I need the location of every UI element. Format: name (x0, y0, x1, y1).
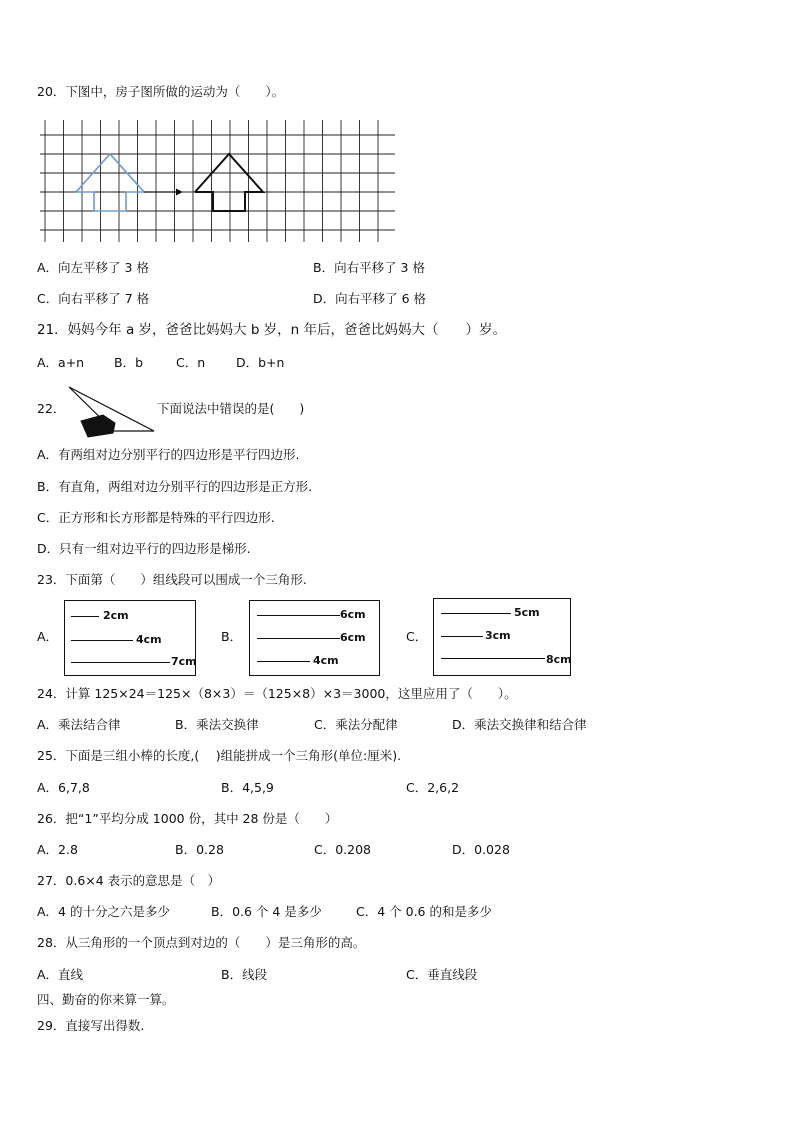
q23-option-c-box[interactable] (433, 598, 571, 676)
q27-option-a[interactable]: A．4 的十分之六是多少 (37, 904, 170, 919)
q23-option-b-box[interactable] (249, 600, 380, 676)
q28-option-c[interactable]: C．垂直线段 (406, 967, 478, 982)
q21-option-d[interactable]: D．b+n (236, 355, 285, 370)
q23-option-c-letter[interactable]: C． (406, 629, 428, 644)
segment (71, 640, 133, 641)
q21-option-a[interactable]: A．a+n (37, 355, 85, 370)
segment-label: 4cm (136, 633, 162, 646)
q24-option-b[interactable]: B．乘法交换律 (175, 717, 259, 732)
q26-option-b[interactable]: B．0.28 (175, 842, 224, 857)
segment (441, 613, 511, 614)
q29-stem: 29．直接写出得数. (37, 1018, 145, 1033)
q26-stem: 26．把“1”平均分成 1000 份，其中 28 份是（ ） (37, 811, 338, 826)
q20-option-b[interactable]: B．向右平移了 3 格 (313, 260, 425, 275)
q22-stem: 下面说法中错误的是( ) (157, 401, 305, 416)
segment-label: 5cm (514, 606, 540, 619)
torn-piece-shape (81, 415, 115, 437)
segment-label: 7cm (171, 655, 197, 668)
q22-option-c[interactable]: C．正方形和长方形都是特殊的平行四边形. (37, 510, 275, 525)
segment (257, 615, 340, 616)
segment-label: 3cm (485, 629, 511, 642)
q20-option-c[interactable]: C．向右平移了 7 格 (37, 291, 150, 306)
q26-option-a[interactable]: A．2.8 (37, 842, 78, 857)
q22-number: 22． (37, 401, 66, 416)
q22-option-a[interactable]: A．有两组对边分别平行的四边形是平行四边形. (37, 447, 300, 462)
q22-option-b[interactable]: B．有直角，两组对边分别平行的四边形是正方形. (37, 479, 313, 494)
q21-stem: 21．妈妈今年 a 岁，爸爸比妈妈大 b 岁，n 年后，爸爸比妈妈大（ ）岁。 (37, 322, 507, 338)
segment (71, 662, 170, 663)
q21-option-b[interactable]: B．b (114, 355, 144, 370)
q25-option-c[interactable]: C．2,6,2 (406, 780, 460, 795)
q23-option-b-letter[interactable]: B． (221, 629, 243, 644)
segment-label: 6cm (340, 631, 366, 644)
q26-option-c[interactable]: C．0.208 (314, 842, 372, 857)
q24-option-d[interactable]: D．乘法交换律和结合律 (452, 717, 587, 732)
segment (257, 638, 340, 639)
q20-option-a[interactable]: A．向左平移了 3 格 (37, 260, 149, 275)
section-4-heading: 四、勤奋的你来算一算。 (37, 992, 175, 1007)
segment (441, 636, 483, 637)
segment (441, 658, 545, 659)
q20-option-d[interactable]: D．向右平移了 6 格 (313, 291, 427, 306)
q27-option-c[interactable]: C．4 个 0.6 的和是多少 (356, 904, 492, 919)
move-arrow-head-icon (176, 189, 183, 196)
q24-stem: 24．计算 125×24＝125×（8×3）＝（125×8）×3＝3000，这里应用了（ ）。 (37, 686, 517, 701)
q23-option-a-box[interactable] (64, 600, 196, 676)
q28-stem: 28．从三角形的一个顶点到对边的（ ）是三角形的高。 (37, 935, 366, 950)
grid-lines (40, 120, 395, 242)
q21-option-c[interactable]: C．n (176, 355, 206, 370)
segment-label: 6cm (340, 608, 366, 621)
segment-label: 8cm (546, 653, 572, 666)
q28-option-a[interactable]: A．直线 (37, 967, 84, 982)
q22-triangle-figure (62, 385, 157, 440)
moved-house-shape (195, 154, 263, 211)
q23-option-a-letter[interactable]: A． (37, 629, 59, 644)
segment (257, 661, 310, 662)
q25-option-b[interactable]: B．4,5,9 (221, 780, 274, 795)
segment-label: 4cm (313, 654, 339, 667)
q26-option-d[interactable]: D．0.028 (452, 842, 510, 857)
q23-stem: 23．下面第（ ）组线段可以围成一个三角形. (37, 572, 307, 587)
q24-option-c[interactable]: C．乘法分配律 (314, 717, 398, 732)
segment (71, 616, 99, 617)
q25-option-a[interactable]: A．6,7,8 (37, 780, 90, 795)
q27-stem: 27．0.6×4 表示的意思是（ ） (37, 873, 221, 888)
q22-option-d[interactable]: D．只有一组对边平行的四边形是梯形. (37, 541, 251, 556)
q20-stem: 20．下图中，房子图所做的运动为（ ）。 (37, 84, 285, 99)
q20-grid-figure (40, 120, 400, 244)
original-house-shape (76, 154, 144, 211)
q24-option-a[interactable]: A．乘法结合律 (37, 717, 121, 732)
q25-stem: 25．下面是三组小棒的长度,( )组能拼成一个三角形(单位:厘米). (37, 748, 402, 763)
q27-option-b[interactable]: B．0.6 个 4 是多少 (211, 904, 322, 919)
q28-option-b[interactable]: B．线段 (221, 967, 268, 982)
segment-label: 2cm (103, 609, 129, 622)
